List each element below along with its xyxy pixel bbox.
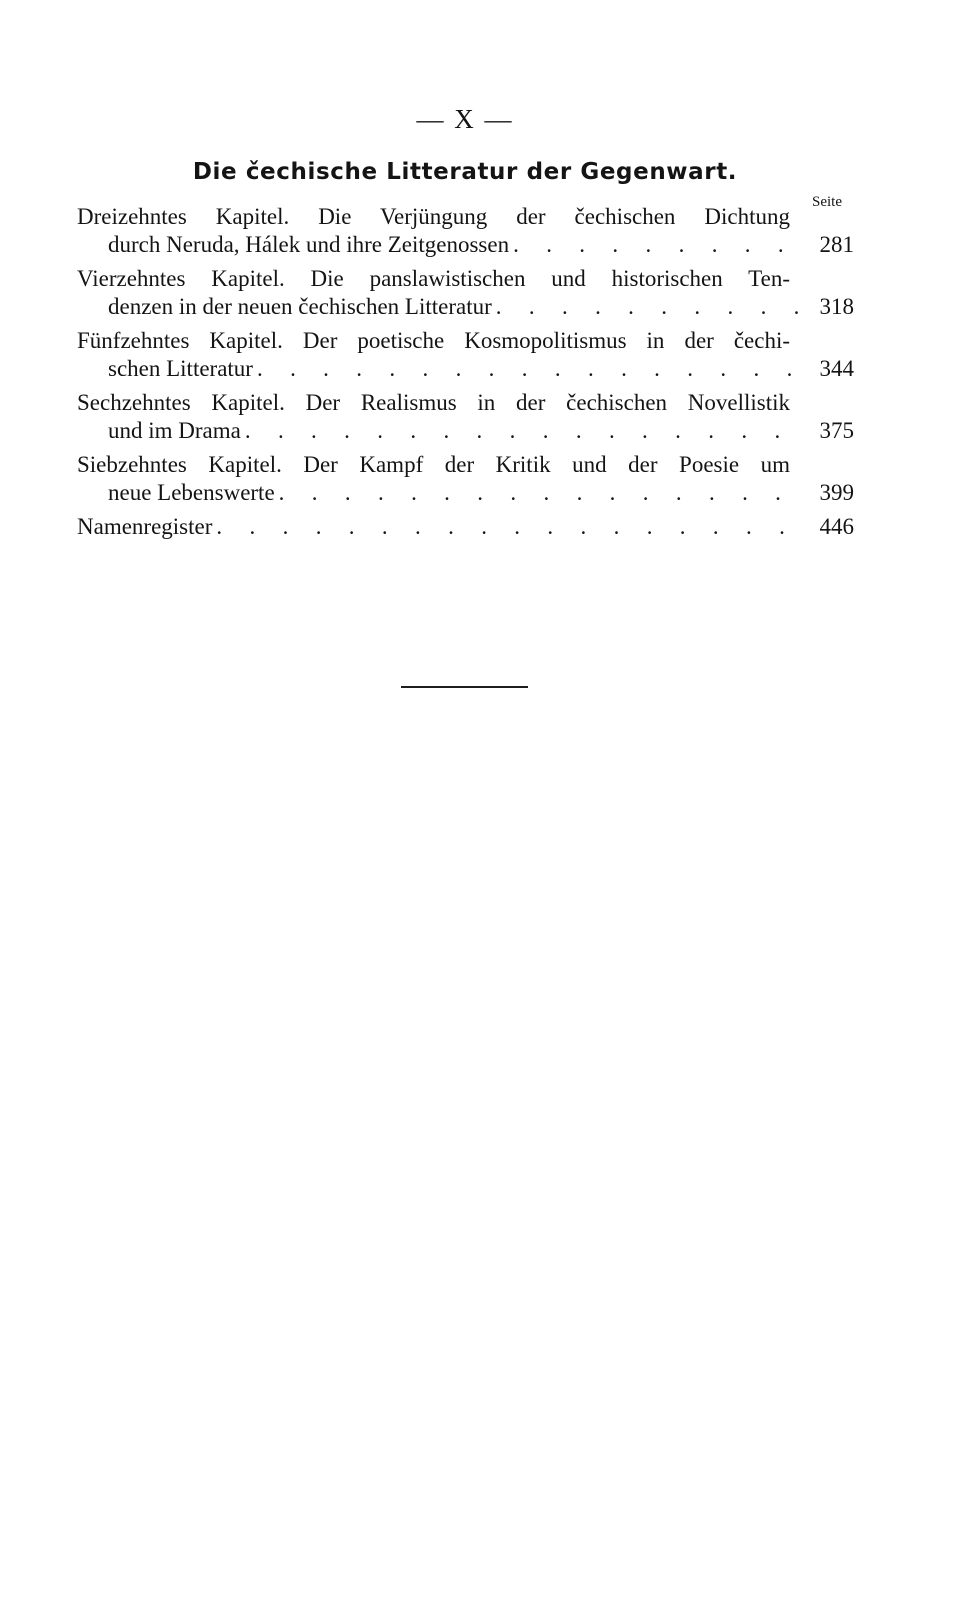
toc-entry-page: 344 [819, 356, 854, 381]
toc-entry-name-index [77, 513, 854, 541]
dot-leader [245, 417, 808, 445]
toc-entry-title: Dreizehntes Kapitel. Die Verjüngung der čechischen Dichtung [77, 204, 790, 229]
page-number: — X — [416, 104, 514, 134]
dot-leader [279, 479, 808, 507]
toc-entry-title-continuation: neue Lebenswerte [108, 480, 275, 505]
page-column-label: Seite [812, 194, 842, 210]
toc-entry-page: 318 [819, 294, 854, 319]
toc-entry-title-continuation: durch Neruda, Hálek und ihre Zeitgenossen [108, 232, 510, 257]
toc-entry-page: 281 [819, 232, 854, 257]
toc-entry-title-continuation: denzen in der neuen čechischen Litteratur [108, 294, 492, 319]
section-title: Die čechische Litteratur der Gegenwart. [192, 159, 738, 185]
toc-entry-page: 399 [819, 480, 854, 505]
dot-leader [513, 231, 808, 259]
toc-entry-title-continuation: und im Drama [108, 418, 241, 443]
toc-entry-chapter-14 [77, 265, 854, 321]
toc-entry-chapter-13 [77, 203, 854, 259]
toc-entry-chapter-16 [77, 389, 854, 445]
toc-entry-title: Siebzehntes Kapitel. Der Kampf der Kritik und der Poesie um [77, 452, 790, 477]
toc-entry-page: 375 [819, 418, 854, 443]
toc-entry-chapter-15 [77, 327, 854, 383]
toc-entry-page: 446 [819, 514, 854, 539]
dot-leader [496, 293, 808, 321]
toc-entry-title: Sechzehntes Kapitel. Der Realismus in der čechischen Novellistik [77, 390, 790, 415]
end-divider-rule [401, 686, 528, 688]
dot-leader [216, 513, 808, 541]
table-of-contents [77, 203, 854, 547]
toc-entry-chapter-17 [77, 451, 854, 507]
dot-leader [257, 355, 808, 383]
toc-entry-title: Namenregister [77, 514, 213, 539]
toc-entry-title-continuation: schen Litteratur [108, 356, 253, 381]
toc-entry-title: Fünfzehntes Kapitel. Der poetische Kosmopolitismus in der čechi- [77, 328, 790, 353]
toc-entry-title: Vierzehntes Kapitel. Die panslawistischen und historischen Ten- [77, 266, 790, 291]
